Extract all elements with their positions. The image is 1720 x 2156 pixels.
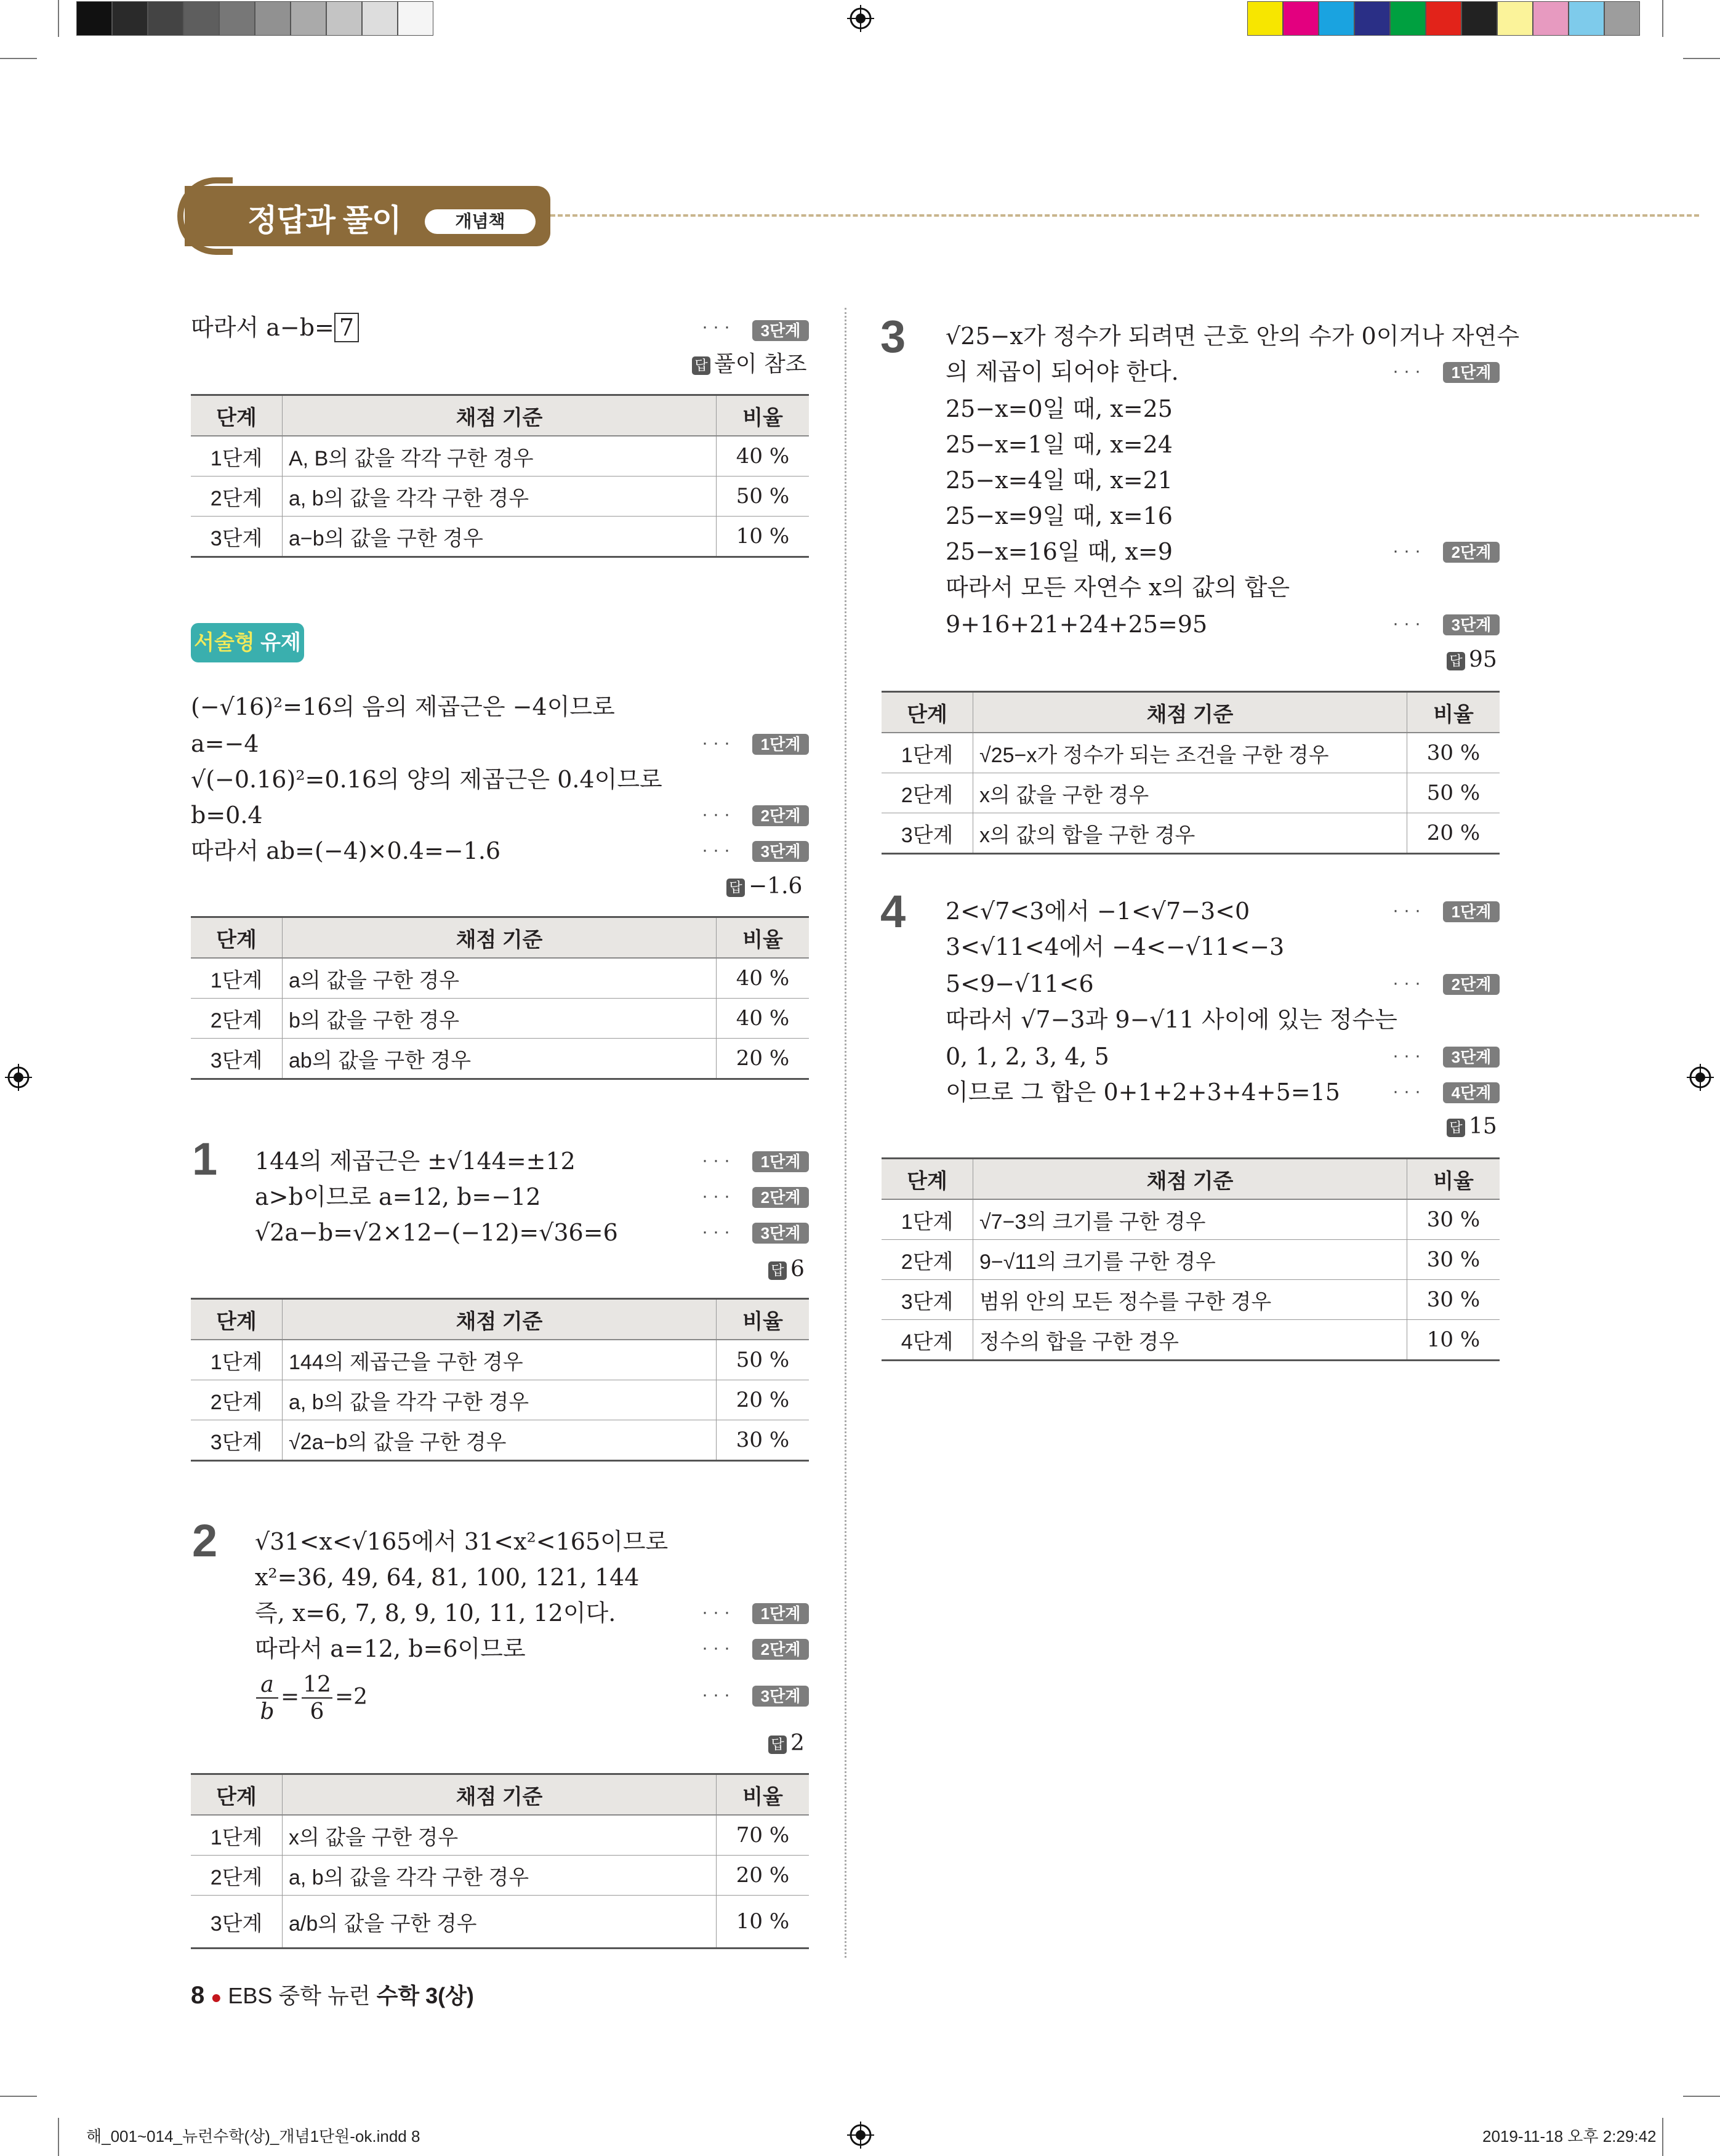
answer-line: 답 풀이 참조 bbox=[692, 351, 807, 378]
col-header: 단계 bbox=[191, 1299, 283, 1340]
answer-line: 답 −1.6 bbox=[726, 873, 802, 900]
step-badge: 2단계 bbox=[752, 1187, 809, 1208]
cell: 30 % bbox=[1407, 733, 1500, 773]
frac-numerator: a bbox=[256, 1672, 278, 1699]
table-row bbox=[191, 1340, 809, 1380]
gray-swatch bbox=[76, 1, 112, 36]
solution-line: 2<√7<3에서 −1<√7−3<0 bbox=[946, 898, 1250, 925]
solution-line: 25−x=9일 때, x=16 bbox=[946, 502, 1173, 529]
cell: a−b의 값을 구한 경우 bbox=[283, 517, 717, 557]
step-badge: 2단계 bbox=[752, 1639, 809, 1660]
cell: 30 % bbox=[1407, 1199, 1500, 1240]
answer-line: 답 2 bbox=[768, 1730, 805, 1757]
cell: 3단계 bbox=[191, 517, 283, 557]
problem-number: 4 bbox=[880, 886, 906, 937]
cell: 1단계 bbox=[191, 958, 283, 999]
cell: 2단계 bbox=[882, 1240, 973, 1280]
frac-denominator: 6 bbox=[310, 1699, 324, 1724]
cell: 3단계 bbox=[882, 1280, 973, 1320]
cell: ab의 값을 구한 경우 bbox=[283, 1039, 717, 1079]
solution-line: 따라서 모든 자연수 x의 값의 합은 bbox=[946, 574, 1290, 601]
solution-line: 5<9−√11<6 bbox=[946, 970, 1094, 997]
color-swatch bbox=[1533, 1, 1569, 36]
crop-mark bbox=[1662, 0, 1663, 37]
step-dots: ··· bbox=[702, 316, 735, 337]
table-row bbox=[191, 477, 809, 517]
answer-line: 답 15 bbox=[1447, 1113, 1497, 1140]
table-row bbox=[191, 1856, 809, 1896]
col-header: 채점 기준 bbox=[973, 1159, 1407, 1200]
col-header: 단계 bbox=[882, 1159, 973, 1200]
col-header: 채점 기준 bbox=[283, 395, 717, 436]
solution-line: 따라서 a=12, b=6이므로 bbox=[255, 1635, 526, 1662]
cell: x의 값을 구한 경우 bbox=[283, 1815, 717, 1856]
cell: 20 % bbox=[717, 1039, 810, 1079]
crop-mark bbox=[1683, 58, 1720, 59]
cell: 40 % bbox=[717, 958, 810, 999]
cell: 50 % bbox=[717, 477, 810, 517]
color-swatch bbox=[1354, 1, 1390, 36]
crop-mark bbox=[1662, 2118, 1663, 2156]
book-title-bold: 수학 3(상) bbox=[376, 1983, 474, 2008]
step-dots: ··· bbox=[702, 840, 735, 860]
crop-mark bbox=[0, 2096, 37, 2097]
step-dots: ··· bbox=[702, 1638, 735, 1658]
cell: 4단계 bbox=[882, 1320, 973, 1361]
solution-line: 따라서 √7−3과 9−√11 사이에 있는 정수는 bbox=[946, 1006, 1397, 1033]
color-swatch bbox=[1604, 1, 1640, 36]
gray-swatch bbox=[112, 1, 148, 36]
table-row bbox=[191, 958, 809, 999]
step-badge: 2단계 bbox=[1443, 974, 1500, 995]
rubric-table bbox=[191, 1298, 809, 1462]
rubric-table bbox=[191, 916, 809, 1080]
crop-mark bbox=[58, 2118, 59, 2156]
answer-icon: 답 bbox=[768, 1736, 787, 1754]
cell: a, b의 값을 각각 구한 경우 bbox=[283, 477, 717, 517]
col-header: 채점 기준 bbox=[283, 1299, 717, 1340]
col-header: 단계 bbox=[882, 692, 973, 733]
answer-icon: 답 bbox=[768, 1261, 787, 1280]
color-swatch bbox=[1461, 1, 1497, 36]
step-dots: ··· bbox=[1392, 541, 1426, 561]
slug-filename: 해_001~014_뉴런수학(상)_개념1단원-ok.indd 8 bbox=[86, 2127, 420, 2146]
cell: 1단계 bbox=[882, 1199, 973, 1240]
rubric-table bbox=[191, 1773, 809, 1949]
problem-number: 2 bbox=[192, 1515, 218, 1566]
cell: 2단계 bbox=[191, 1856, 283, 1896]
answer-line: 답 95 bbox=[1447, 646, 1497, 674]
crop-mark bbox=[1683, 2096, 1720, 2097]
col-header: 비율 bbox=[717, 1299, 810, 1340]
table-row bbox=[191, 1420, 809, 1461]
step-dots: ··· bbox=[1392, 900, 1426, 920]
step-badge: 4단계 bbox=[1443, 1082, 1500, 1103]
step-badge: 1단계 bbox=[752, 734, 809, 755]
page-number: 8 bbox=[191, 1982, 205, 2009]
cell: b의 값을 구한 경우 bbox=[283, 999, 717, 1039]
cell: 3단계 bbox=[191, 1039, 283, 1079]
table-row bbox=[191, 1896, 809, 1949]
answer-icon: 답 bbox=[726, 879, 745, 897]
page-footer bbox=[191, 1979, 474, 2010]
cell: √25−x가 정수가 되는 조건을 구한 경우 bbox=[973, 733, 1407, 773]
color-swatch bbox=[1497, 1, 1533, 36]
cell: 30 % bbox=[1407, 1280, 1500, 1320]
slug-timestamp: 2019-11-18 오후 2:29:42 bbox=[1482, 2127, 1657, 2146]
solution-line: 25−x=0일 때, x=25 bbox=[946, 395, 1173, 422]
step-badge: 1단계 bbox=[1443, 901, 1500, 922]
cell: 20 % bbox=[717, 1856, 810, 1896]
col-header: 비율 bbox=[717, 395, 810, 436]
solution-line: a>b이므로 a=12, b=−12 bbox=[255, 1183, 541, 1210]
gray-swatch bbox=[219, 1, 255, 36]
frac-denominator: b bbox=[260, 1699, 275, 1724]
color-swatch bbox=[1247, 1, 1283, 36]
header-rule bbox=[550, 214, 1699, 217]
step-badge: 2단계 bbox=[1443, 542, 1500, 563]
step-dots: ··· bbox=[702, 733, 735, 753]
rubric-table bbox=[882, 691, 1500, 855]
table-row bbox=[882, 733, 1500, 773]
step-badge: 1단계 bbox=[752, 1151, 809, 1172]
solution-line: 25−x=4일 때, x=21 bbox=[946, 467, 1173, 494]
col-header: 채점 기준 bbox=[283, 1774, 717, 1816]
solution-line: 의 제곱이 되어야 한다. bbox=[946, 358, 1179, 385]
cell: 2단계 bbox=[191, 999, 283, 1039]
col-header: 단계 bbox=[191, 917, 283, 959]
step-dots: ··· bbox=[1392, 613, 1426, 634]
cell: 2단계 bbox=[882, 773, 973, 813]
footer-bullet-icon: ● bbox=[211, 1987, 222, 2008]
solution-line: 144의 제곱근은 ±√144=±12 bbox=[255, 1148, 576, 1175]
solution-line: b=0.4 bbox=[191, 802, 263, 829]
table-row bbox=[191, 1815, 809, 1856]
gray-swatch bbox=[291, 1, 326, 36]
solution-line: x²=36, 49, 64, 81, 100, 121, 144 bbox=[255, 1564, 640, 1591]
cell: x의 값을 구한 경우 bbox=[973, 773, 1407, 813]
solution-line: √(−0.16)²=0.16의 양의 제곱근은 0.4이므로 bbox=[191, 766, 662, 793]
step-badge: 1단계 bbox=[1443, 362, 1500, 383]
col-header: 비율 bbox=[717, 917, 810, 959]
solution-line: 즉, x=6, 7, 8, 9, 10, 11, 12이다. bbox=[255, 1599, 616, 1627]
answer-icon: 답 bbox=[1447, 652, 1465, 670]
answer-line: 답 6 bbox=[768, 1256, 805, 1283]
solution-line: √25−x가 정수가 되려면 근호 안의 수가 0이거나 자연수 bbox=[946, 323, 1520, 350]
cell: 정수의 합을 구한 경우 bbox=[973, 1320, 1407, 1361]
cell: 70 % bbox=[717, 1815, 810, 1856]
cell: a/b의 값을 구한 경우 bbox=[283, 1896, 717, 1949]
solution-line: 따라서 ab=(−4)×0.4=−1.6 bbox=[191, 837, 501, 864]
step-dots: ··· bbox=[702, 1602, 735, 1622]
step-dots: ··· bbox=[702, 1221, 735, 1242]
column-divider bbox=[845, 308, 846, 1958]
answer-icon: 답 bbox=[692, 356, 710, 375]
color-swatch bbox=[1426, 1, 1461, 36]
solution-line: 25−x=16일 때, x=9 bbox=[946, 538, 1173, 565]
step-badge: 3단계 bbox=[752, 1223, 809, 1244]
cell: √2a−b의 값을 구한 경우 bbox=[283, 1420, 717, 1461]
gray-swatch bbox=[398, 1, 433, 36]
header-pill: 개념책 bbox=[425, 209, 536, 234]
table-row bbox=[882, 1199, 1500, 1240]
problem-number: 1 bbox=[192, 1133, 218, 1185]
color-swatch bbox=[1283, 1, 1319, 36]
cell: 3단계 bbox=[191, 1420, 283, 1461]
color-swatch bbox=[1319, 1, 1354, 36]
table-row bbox=[882, 813, 1500, 854]
step-dots: ··· bbox=[1392, 361, 1426, 381]
cell: 40 % bbox=[717, 436, 810, 477]
cell: A, B의 값을 각각 구한 경우 bbox=[283, 436, 717, 477]
step-badge: 3단계 bbox=[752, 1686, 809, 1707]
table-row bbox=[191, 1039, 809, 1079]
registration-mark-icon bbox=[847, 2122, 874, 2149]
step-dots: ··· bbox=[702, 1186, 735, 1206]
cell: 2단계 bbox=[191, 1380, 283, 1420]
crop-mark bbox=[58, 0, 59, 37]
cell: 1단계 bbox=[191, 436, 283, 477]
cell: 3단계 bbox=[882, 813, 973, 854]
crop-mark bbox=[0, 58, 37, 59]
table-row bbox=[882, 1280, 1500, 1320]
color-swatch bbox=[1390, 1, 1426, 36]
step-badge: 3단계 bbox=[752, 320, 809, 341]
col-header: 채점 기준 bbox=[283, 917, 717, 959]
step-badge: 3단계 bbox=[1443, 1047, 1500, 1068]
table-row bbox=[882, 1320, 1500, 1361]
cell: 50 % bbox=[717, 1340, 810, 1380]
gray-swatch bbox=[148, 1, 183, 36]
table-row bbox=[191, 999, 809, 1039]
col-header: 비율 bbox=[1407, 692, 1500, 733]
cell: 범위 안의 모든 정수를 구한 경우 bbox=[973, 1280, 1407, 1320]
solution-line: a=−4 bbox=[191, 730, 259, 757]
cell: 10 % bbox=[717, 517, 810, 557]
cell: 30 % bbox=[1407, 1240, 1500, 1280]
table-row bbox=[191, 517, 809, 557]
gray-swatch bbox=[255, 1, 291, 36]
cell: 50 % bbox=[1407, 773, 1500, 813]
step-dots: ··· bbox=[1392, 1045, 1426, 1066]
solution-line: √31<x<√165에서 31<x²<165이므로 bbox=[255, 1528, 669, 1555]
cell: 10 % bbox=[717, 1896, 810, 1949]
cell: x의 값의 합을 구한 경우 bbox=[973, 813, 1407, 854]
cell: a, b의 값을 각각 구한 경우 bbox=[283, 1856, 717, 1896]
answer-icon: 답 bbox=[1447, 1119, 1465, 1137]
cell: 30 % bbox=[717, 1420, 810, 1461]
rubric-table bbox=[191, 394, 809, 558]
cell: √7−3의 크기를 구한 경우 bbox=[973, 1199, 1407, 1240]
cell: 1단계 bbox=[191, 1815, 283, 1856]
gray-swatch bbox=[183, 1, 219, 36]
registration-mark-icon bbox=[5, 1064, 32, 1091]
table-row bbox=[882, 773, 1500, 813]
solution-line: 이므로 그 합은 0+1+2+3+4+5=15 bbox=[946, 1079, 1340, 1106]
cell: 144의 제곱근을 구한 경우 bbox=[283, 1340, 717, 1380]
cell: 1단계 bbox=[882, 733, 973, 773]
step-dots: ··· bbox=[702, 1684, 735, 1705]
intro-line: 따라서 a−b= 7 bbox=[191, 313, 359, 342]
gray-swatch bbox=[362, 1, 398, 36]
step-dots: ··· bbox=[702, 804, 735, 824]
step-badge: 3단계 bbox=[752, 841, 809, 862]
step-badge: 2단계 bbox=[752, 805, 809, 826]
frac-result: =2 bbox=[335, 1684, 368, 1710]
registration-mark-icon bbox=[847, 5, 874, 32]
cell: 20 % bbox=[717, 1380, 810, 1420]
cell: 40 % bbox=[717, 999, 810, 1039]
gray-swatch bbox=[326, 1, 362, 36]
cell: a, b의 값을 각각 구한 경우 bbox=[283, 1380, 717, 1420]
cell: 10 % bbox=[1407, 1320, 1500, 1361]
step-dots: ··· bbox=[1392, 1081, 1426, 1101]
solution-line: 3<√11<4에서 −4<−√11<−3 bbox=[946, 933, 1285, 960]
cell: 20 % bbox=[1407, 813, 1500, 854]
solution-line: 25−x=1일 때, x=24 bbox=[946, 431, 1173, 458]
cell: 2단계 bbox=[191, 477, 283, 517]
step-badge: 3단계 bbox=[1443, 614, 1500, 635]
book-title: EBS 중학 뉴런 bbox=[228, 1983, 377, 2008]
step-dots: ··· bbox=[702, 1150, 735, 1170]
solution-line: √2a−b=√2×12−(−12)=√36=6 bbox=[255, 1219, 618, 1246]
frac-numerator: 12 bbox=[302, 1672, 332, 1699]
col-header: 단계 bbox=[191, 1774, 283, 1816]
essay-tag: 서술형 유제 bbox=[191, 623, 304, 662]
color-swatch bbox=[1569, 1, 1604, 36]
solution-line: 9+16+21+24+25=95 bbox=[946, 611, 1208, 638]
cell: a의 값을 구한 경우 bbox=[283, 958, 717, 999]
cell: 1단계 bbox=[191, 1340, 283, 1380]
table-row bbox=[191, 436, 809, 477]
step-badge: 1단계 bbox=[752, 1603, 809, 1624]
cell: 3단계 bbox=[191, 1896, 283, 1949]
rubric-table bbox=[882, 1157, 1500, 1361]
col-header: 단계 bbox=[191, 395, 283, 436]
header-title: 정답과 풀이 bbox=[247, 203, 401, 238]
table-row bbox=[191, 1380, 809, 1420]
problem-number: 3 bbox=[880, 311, 906, 362]
table-row bbox=[882, 1240, 1500, 1280]
solution-line: 0, 1, 2, 3, 4, 5 bbox=[946, 1043, 1109, 1070]
boxed-answer: 7 bbox=[334, 313, 359, 342]
col-header: 채점 기준 bbox=[973, 692, 1407, 733]
col-header: 비율 bbox=[1407, 1159, 1500, 1200]
registration-mark-icon bbox=[1687, 1064, 1714, 1091]
solution-line: (−√16)²=16의 음의 제곱근은 −4이므로 bbox=[191, 693, 615, 720]
cell: 9−√11의 크기를 구한 경우 bbox=[973, 1240, 1407, 1280]
step-dots: ··· bbox=[1392, 973, 1426, 993]
col-header: 비율 bbox=[717, 1774, 810, 1816]
